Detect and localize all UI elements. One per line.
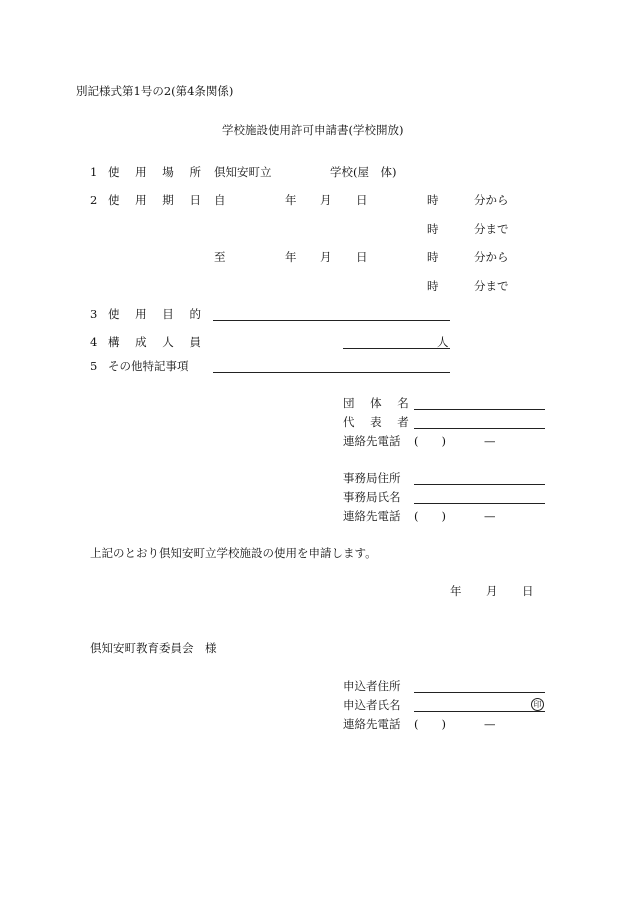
to-day-label[interactable]: 日 xyxy=(356,250,368,264)
applicant-name-field[interactable] xyxy=(414,711,545,712)
office-name-field[interactable] xyxy=(414,503,545,504)
applicant-phone-label: 連絡先電話 xyxy=(343,717,401,731)
school-field-label[interactable]: 学校(屋 体) xyxy=(330,165,397,179)
applicant-address-field[interactable] xyxy=(414,692,545,693)
usage-purpose-label: 使 用 目 的 xyxy=(108,307,207,321)
to-start-hour-label[interactable]: 時 xyxy=(427,250,439,264)
from-end-hour-label[interactable]: 時 xyxy=(427,222,439,236)
office-address-label: 事務局住所 xyxy=(343,471,401,485)
contact-phone-label: 連絡先電話 xyxy=(343,434,401,448)
members-field[interactable] xyxy=(343,348,450,349)
group-name-label: 団 体 名 xyxy=(343,396,415,410)
seal-icon: 印 xyxy=(531,698,544,711)
applicant-name-label: 申込者氏名 xyxy=(343,698,401,712)
item-number-2: 2 xyxy=(90,193,98,207)
application-statement: 上記のとおり倶知安町立学校施設の使用を申請します。 xyxy=(90,546,377,560)
period-from-label: 自 xyxy=(214,193,226,207)
office-phone-area-code[interactable]: ( ) xyxy=(414,509,446,523)
usage-place-label: 使 用 場 所 xyxy=(108,165,207,179)
members-unit: 人 xyxy=(437,335,449,349)
to-end-hour-label[interactable]: 時 xyxy=(427,279,439,293)
to-start-minute-label[interactable]: 分から xyxy=(474,250,509,264)
from-day-label[interactable]: 日 xyxy=(356,193,368,207)
item-number-1: 1 xyxy=(90,165,98,179)
item-number-4: 4 xyxy=(90,335,98,349)
group-name-field[interactable] xyxy=(414,409,545,410)
applicant-phone-dash: — xyxy=(484,717,496,731)
from-end-minute-label[interactable]: 分まで xyxy=(474,222,509,236)
applicant-address-label: 申込者住所 xyxy=(343,679,401,693)
date-month-label[interactable]: 月 xyxy=(486,584,498,598)
addressee: 倶知安町教育委員会 様 xyxy=(90,641,217,655)
form-title: 学校施設使用許可申請書(学校開放) xyxy=(222,123,404,137)
contact-phone-area-code[interactable]: ( ) xyxy=(414,434,446,448)
other-notes-label: その他特記事項 xyxy=(108,359,189,373)
from-start-minute-label[interactable]: 分から xyxy=(474,193,509,207)
period-to-label: 至 xyxy=(214,250,226,264)
to-end-minute-label[interactable]: 分まで xyxy=(474,279,509,293)
item-number-5: 5 xyxy=(90,359,98,373)
members-label: 構 成 人 員 xyxy=(108,335,207,349)
date-year-label[interactable]: 年 xyxy=(450,584,462,598)
office-name-label: 事務局氏名 xyxy=(343,490,401,504)
town-name: 倶知安町立 xyxy=(214,165,272,179)
office-phone-dash: — xyxy=(484,509,496,523)
representative-label: 代 表 者 xyxy=(343,415,415,429)
from-start-hour-label[interactable]: 時 xyxy=(427,193,439,207)
usage-purpose-field[interactable] xyxy=(213,320,450,321)
office-address-field[interactable] xyxy=(414,484,545,485)
form-reference: 別記様式第1号の2(第4条関係) xyxy=(76,84,234,98)
date-day-label[interactable]: 日 xyxy=(522,584,534,598)
to-month-label[interactable]: 月 xyxy=(320,250,332,264)
contact-phone-dash: — xyxy=(484,434,496,448)
to-year-label[interactable]: 年 xyxy=(285,250,297,264)
other-notes-field[interactable] xyxy=(213,372,450,373)
representative-field[interactable] xyxy=(414,428,545,429)
from-month-label[interactable]: 月 xyxy=(320,193,332,207)
applicant-phone-area-code[interactable]: ( ) xyxy=(414,717,446,731)
office-phone-label: 連絡先電話 xyxy=(343,509,401,523)
from-year-label[interactable]: 年 xyxy=(285,193,297,207)
usage-period-label: 使 用 期 日 xyxy=(108,193,207,207)
item-number-3: 3 xyxy=(90,307,98,321)
